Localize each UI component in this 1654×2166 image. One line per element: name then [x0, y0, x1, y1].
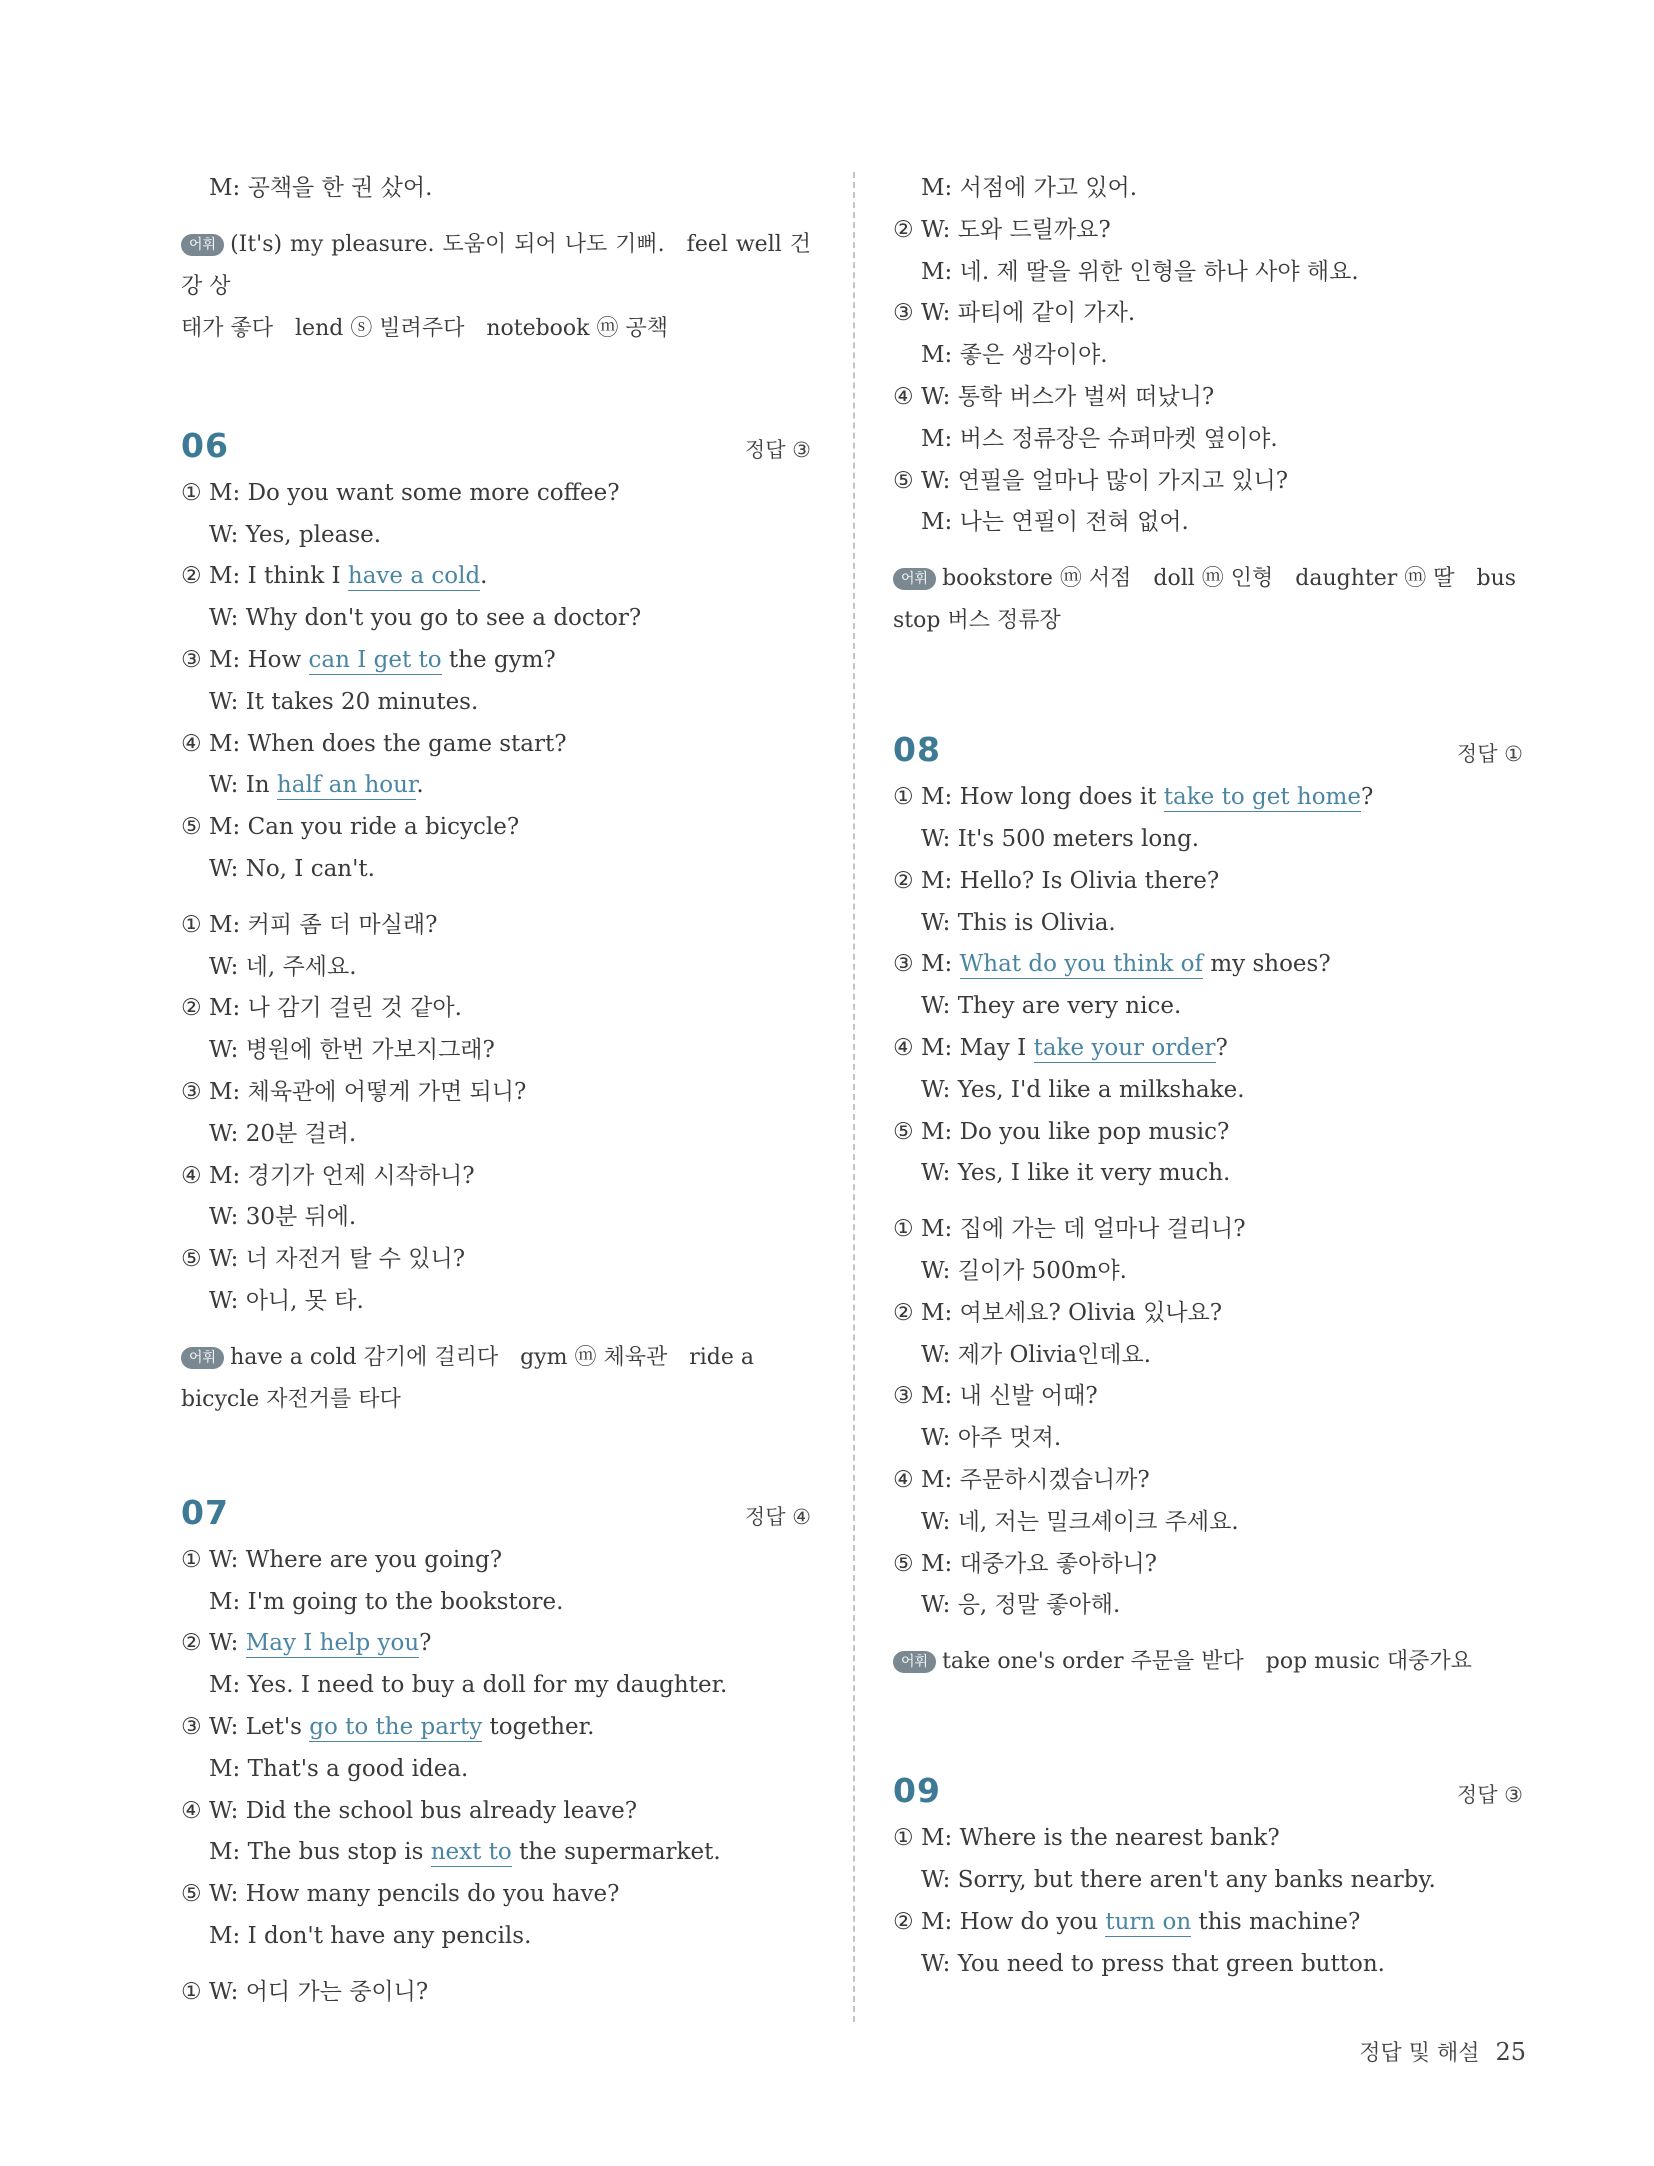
translation-line: M: 네. 제 딸을 위한 인형을 하나 사야 해요. [921, 258, 1359, 285]
page-number: 25 [1495, 2038, 1526, 2066]
dialog-line: M: I don't have any pencils. [209, 1922, 532, 1949]
vocab-box: 어휘 bookstore ⓜ 서점 doll ⓜ 인형 daughter ⓜ 딸 bus stop 버스 정류장 [893, 566, 1517, 634]
translation-line: ① W: 어디 가는 중이니? [181, 1978, 429, 2005]
dialog-line: ⑤ M: Can you ride a bicycle? [181, 814, 520, 841]
dialog-line: ② M: Hello? Is Olivia there? [893, 867, 1220, 894]
answer-label: 정답 ① [1456, 742, 1523, 767]
vocab-box: 어휘 have a cold 감기에 걸리다 gym ⓜ 체육관 ride a bicycle 자전거를 타다 [181, 1344, 754, 1412]
section-number: 08 [893, 730, 941, 770]
page-footer [1359, 2036, 1526, 2067]
translation-line: W: 아니, 못 타. [209, 1287, 364, 1314]
translation-line: W: 20분 걸려. [209, 1120, 357, 1147]
translation-line: ③ M: 내 신발 어때? [893, 1383, 1098, 1410]
dialog-line: ② M: How do you turn on this machine? [893, 1908, 1361, 1935]
dialog-line: M: The bus stop is next to the supermarket. [209, 1839, 721, 1866]
dialog-line: M: I'm going to the bookstore. [209, 1588, 564, 1615]
answer-blank: can I get to [308, 646, 442, 673]
answer-blank: take your order [1033, 1034, 1216, 1061]
translation-line: W: 병원에 한번 가보지그래? [209, 1037, 495, 1064]
dialog-line: ④ W: Did the school bus already leave? [181, 1797, 638, 1824]
answer-label: 정답 ④ [744, 1504, 811, 1529]
section-number: 07 [181, 1492, 229, 1532]
translation-line: ③ W: 파티에 같이 가자. [893, 300, 1136, 327]
vocab-tag: 어휘 [181, 1347, 224, 1369]
translation-line: ② M: 여보세요? Olivia 있나요? [893, 1299, 1223, 1326]
translation-line: M: 좋은 생각이야. [921, 342, 1108, 369]
section-header [893, 1771, 1523, 1810]
translation-line: W: 응, 정말 좋아해. [921, 1592, 1121, 1619]
dialog-line: W: Yes, I'd like a milkshake. [921, 1076, 1245, 1103]
translation-line: W: 30분 뒤에. [209, 1204, 357, 1231]
dialog-line: W: You need to press that green button. [921, 1950, 1385, 1977]
vocab-box: 어휘 take one's order 주문을 받다 pop music 대중가요 [893, 1641, 1523, 1683]
section-header [181, 1493, 811, 1532]
dialog-line: ⑤ W: How many pencils do you have? [181, 1881, 620, 1908]
answer-label: 정답 ③ [744, 437, 811, 462]
translation-line: ④ W: 통학 버스가 벌써 떠났니? [893, 383, 1215, 410]
answer-blank: go to the party [309, 1713, 483, 1740]
vocab-tag: 어휘 [893, 568, 936, 590]
translation-line: ③ M: 체육관에 어떻게 가면 되니? [181, 1078, 527, 1105]
dialog-line: ① M: Where is the nearest bank? [893, 1825, 1280, 1852]
dialog-line: M: Yes. I need to buy a doll for my daughter. [209, 1672, 728, 1699]
dialog-line: W: Yes, I like it very much. [921, 1160, 1231, 1187]
answer-blank: have a cold [347, 563, 481, 590]
translation-line: ⑤ W: 연필을 얼마나 많이 가지고 있니? [893, 467, 1289, 494]
translation-line: ⑤ W: 너 자전거 탈 수 있니? [181, 1246, 466, 1273]
dialog-line: W: Sorry, but there aren't any banks nearby. [921, 1866, 1436, 1893]
translation-line: ④ M: 경기가 언제 시작하니? [181, 1162, 475, 1189]
section-header [893, 730, 1523, 769]
dialog-line: W: This is Olivia. [921, 909, 1116, 936]
answer-blank: May I help you [245, 1630, 420, 1657]
dialog-line: ① M: How long does it take to get home? [893, 784, 1374, 811]
dialog-line: W: Why don't you go to see a doctor? [209, 605, 642, 632]
translation-line: M: 서점에 가고 있어. [921, 175, 1138, 201]
vocab-box: 어휘 (It's) my pleasure. 도움이 되어 나도 기뻐. feel well 건강 상 태가 좋다 lend ⓢ 빌려주다 notebook ⓜ 공책 [181, 231, 811, 341]
answer-label: 정답 ③ [1456, 1783, 1523, 1808]
translation-line: M: 나는 연필이 전혀 없어. [921, 509, 1189, 536]
answer-blank: What do you think of [959, 951, 1204, 978]
dialog-line: ④ M: When does the game start? [181, 730, 567, 757]
column-divider [853, 172, 855, 2022]
dialog-line: M: 공책을 한 권 샀어. [209, 175, 433, 201]
dialog-line: ④ M: May I take your order? [893, 1034, 1228, 1061]
dialog-line: W: In half an hour. [209, 772, 424, 799]
translation-line: W: 아주 멋져. [921, 1425, 1062, 1452]
translation-line: ① M: 커피 좀 더 마실래? [181, 911, 438, 938]
translation-line: ② M: 나 감기 걸린 것 같아. [181, 995, 462, 1022]
translation-line: W: 네, 저는 밀크셰이크 주세요. [921, 1508, 1239, 1535]
translation-line: W: 길이가 500m야. [921, 1257, 1127, 1284]
dialog-line: W: Yes, please. [209, 521, 382, 548]
answer-blank: half an hour [276, 772, 417, 799]
section-number: 06 [181, 425, 229, 465]
dialog-line: ③ M: How can I get to the gym? [181, 646, 556, 673]
dialog-line: ① W: Where are you going? [181, 1546, 503, 1573]
translation-line: ④ M: 주문하시겠습니까? [893, 1466, 1150, 1493]
dialog-line: W: No, I can't. [209, 855, 375, 882]
footer-label: 정답 및 해설 [1359, 2041, 1480, 2066]
translation-line: W: 제가 Olivia인데요. [921, 1341, 1152, 1368]
dialog-line: W: It's 500 meters long. [921, 825, 1200, 852]
translation-line: ② W: 도와 드릴까요? [893, 216, 1111, 243]
vocab-tag: 어휘 [181, 234, 224, 256]
dialog-line: ⑤ M: Do you like pop music? [893, 1118, 1230, 1145]
left-column [181, 168, 811, 2014]
dialog-line: W: It takes 20 minutes. [209, 688, 479, 715]
dialog-line: ③ W: Let's go to the party together. [181, 1713, 595, 1740]
dialog-line: ② W: May I help you? [181, 1630, 432, 1657]
translation-line: M: 버스 정류장은 슈퍼마켓 옆이야. [921, 425, 1278, 452]
dialog-line: ③ M: What do you think of my shoes? [893, 951, 1331, 978]
translation-line: ① M: 집에 가는 데 얼마나 걸리니? [893, 1216, 1246, 1243]
answer-blank: next to [430, 1839, 512, 1866]
dialog-line: ① M: Do you want some more coffee? [181, 479, 620, 506]
right-column [893, 168, 1523, 1985]
dialog-line: M: That's a good idea. [209, 1755, 469, 1782]
dialog-line: W: They are very nice. [921, 993, 1182, 1020]
translation-line: W: 네, 주세요. [209, 953, 357, 980]
answer-blank: turn on [1105, 1908, 1192, 1935]
dialog-line: ② M: I think I have a cold. [181, 563, 488, 590]
section-header [181, 426, 811, 465]
section-number: 09 [893, 1771, 941, 1811]
vocab-tag: 어휘 [893, 1651, 936, 1673]
translation-line: ⑤ M: 대중가요 좋아하니? [893, 1550, 1157, 1577]
answer-blank: take to get home [1163, 784, 1361, 811]
